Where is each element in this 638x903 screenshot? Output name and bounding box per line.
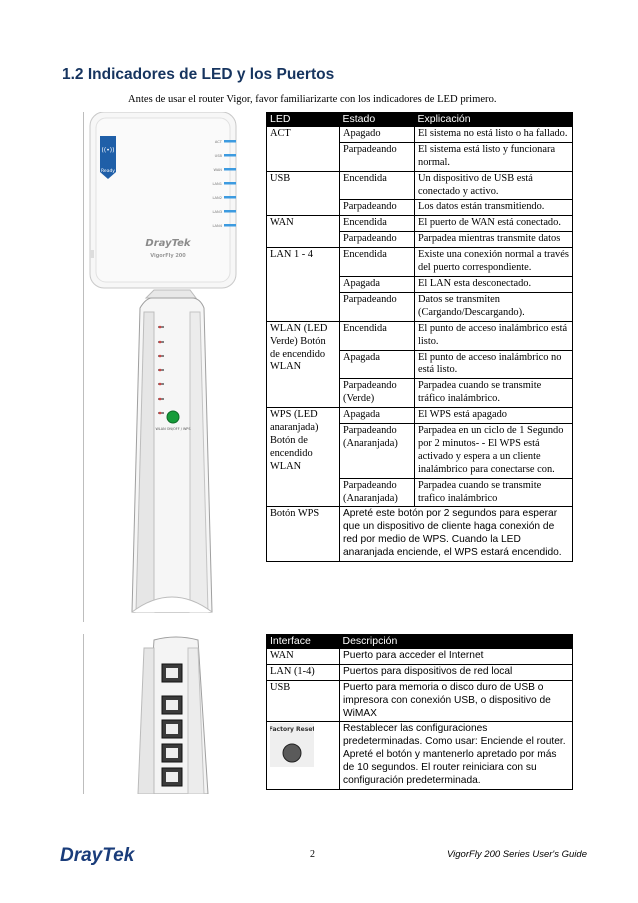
led-label: LAN4 — [212, 224, 222, 228]
wlan-button — [167, 411, 179, 423]
table-row — [267, 722, 573, 790]
interface-name: LAN (1-4) — [267, 664, 340, 680]
table-header-row — [267, 634, 573, 649]
ready-badge-text: Ready — [101, 169, 115, 174]
interface-description: Puertos para dispositivos de red local — [340, 664, 573, 680]
led-state: Encendida — [340, 216, 415, 232]
led-state: Apagada — [340, 276, 415, 292]
led-explanation: El sistema no está listo o ha fallado. — [415, 127, 573, 142]
led-label: ACT — [214, 140, 222, 144]
table-row — [267, 127, 573, 142]
led-state: Encendida — [340, 171, 415, 200]
led-explanation: Existe una conexión normal a través del puerto correspondiente. — [415, 248, 573, 277]
led-state: Apagada — [340, 350, 415, 379]
factory-reset-label: Factory Reset — [270, 726, 314, 734]
led-table — [266, 112, 573, 562]
interface-description: Puerto para memoria o disco duro de USB o impresora con conexión USB, o dispositivo de WiMAX — [340, 680, 573, 722]
led-label: LAN1 — [212, 182, 222, 186]
header-interface: Interface — [267, 634, 340, 649]
led-explanation: Los datos están transmitiendo. — [415, 200, 573, 216]
led-name: ACT — [267, 127, 340, 171]
led-state: Encendida — [340, 321, 415, 350]
table-row — [267, 248, 573, 277]
led-state: Parpadeando — [340, 232, 415, 248]
led-state: Encendida — [340, 248, 415, 277]
wlan-button-label: WLAN ON/OFF / WPS — [155, 427, 191, 431]
led-explanation: El puerto de WAN está conectado. — [415, 216, 573, 232]
led-explanation: El punto de acceso inalámbrico está listo. — [415, 321, 573, 350]
led-state: Parpadeando (Verde) — [340, 379, 415, 408]
svg-text:((•)): ((•)) — [101, 147, 115, 154]
led-explanation: Un dispositivo de USB está conectado y activo. — [415, 171, 573, 200]
led-state: Parpadeando — [340, 292, 415, 321]
header-explicacion: Explicación — [415, 112, 573, 127]
led-name: USB — [267, 171, 340, 216]
led-state: Apagada — [340, 408, 415, 424]
table-row — [267, 649, 573, 664]
page-number: 2 — [310, 849, 315, 860]
led-name: WLAN (LED Verde) Botón de encendido WLAN — [267, 321, 340, 407]
intro-paragraph: Antes de usar el router Vigor, favor familiarizarte con los indicadores de LED primero. — [128, 94, 497, 105]
device-illustration — [83, 112, 267, 622]
header-descripcion: Descripción — [340, 634, 573, 649]
led-explanation: El sistema está listo y funcionara normal. — [415, 142, 573, 171]
led-state: Parpadeando — [340, 142, 415, 171]
device-brand: DrayTek — [145, 238, 191, 249]
led-label: LAN2 — [212, 196, 222, 200]
led-explanation: El WPS está apagado — [415, 408, 573, 424]
led-explanation: Parpadea en un ciclo de 1 Segundo por 2 minutos- - El WPS está activado y espera a un cliente inalámbrico para conectarse con. — [415, 424, 573, 479]
led-explanation: Parpadea mientras transmite datos — [415, 232, 573, 248]
led-name: Botón WPS — [267, 507, 340, 562]
table-row — [267, 171, 573, 200]
led-name: WAN — [267, 216, 340, 248]
factory-reset-icon — [270, 723, 314, 767]
section-heading: 1.2 Indicadores de LED y los Puertos — [62, 66, 335, 83]
ports-illustration — [83, 634, 267, 794]
footer-title: VigorFly 200 Series User's Guide — [447, 849, 587, 860]
led-label: LAN3 — [212, 210, 222, 214]
led-name: LAN 1 - 4 — [267, 248, 340, 322]
table-header-row — [267, 112, 573, 127]
table-row — [267, 408, 573, 424]
interface-description: Restablecer las configuraciones predeterminadas. Como usar: Enciende el router. Apreté el botón y mantenerlo apretado por más de 10 segundos. El router reiniciara con su configuración predeterminada. — [340, 722, 573, 790]
table-row — [267, 507, 573, 562]
led-state: Parpadeando (Anaranjada) — [340, 478, 415, 507]
led-explanation: Datos se transmiten (Cargando/Descargando). — [415, 292, 573, 321]
led-state: Parpadeando — [340, 200, 415, 216]
footer-logo: DrayTek — [60, 845, 135, 866]
led-explanation: Parpadea cuando se transmite tráfico inalámbrico. — [415, 379, 573, 408]
interface-name: USB — [267, 680, 340, 722]
header-estado: Estado — [340, 112, 415, 127]
table-row — [267, 680, 573, 722]
led-explanation: Parpadea cuando se transmite trafico inalámbrico — [415, 478, 573, 507]
device-model: VigorFly 200 — [150, 253, 186, 259]
table-row — [267, 321, 573, 350]
interface-table — [266, 634, 573, 790]
interface-description: Puerto para acceder el Internet — [340, 649, 573, 664]
led-explanation: El punto de acceso inalámbrico no está listo. — [415, 350, 573, 379]
led-state: Apagado — [340, 127, 415, 142]
table-row — [267, 216, 573, 232]
led-label: USB — [214, 154, 222, 158]
table-row — [267, 664, 573, 680]
led-label: WAN — [213, 168, 222, 172]
interface-name: WAN — [267, 649, 340, 664]
led-explanation: Apreté este botón por 2 segundos para esperar que un dispositivo de cliente haga conexión de red por medio de WPS. Cuando la LED anaranjada enciende, el WPS estará encendido. — [340, 507, 573, 562]
led-state: Parpadeando (Anaranjada) — [340, 424, 415, 479]
led-explanation: El LAN esta desconectado. — [415, 276, 573, 292]
factory-reset-cell — [267, 722, 340, 790]
led-name: WPS (LED anaranjada) Botón de encendido WLAN — [267, 408, 340, 507]
header-led: LED — [267, 112, 340, 127]
